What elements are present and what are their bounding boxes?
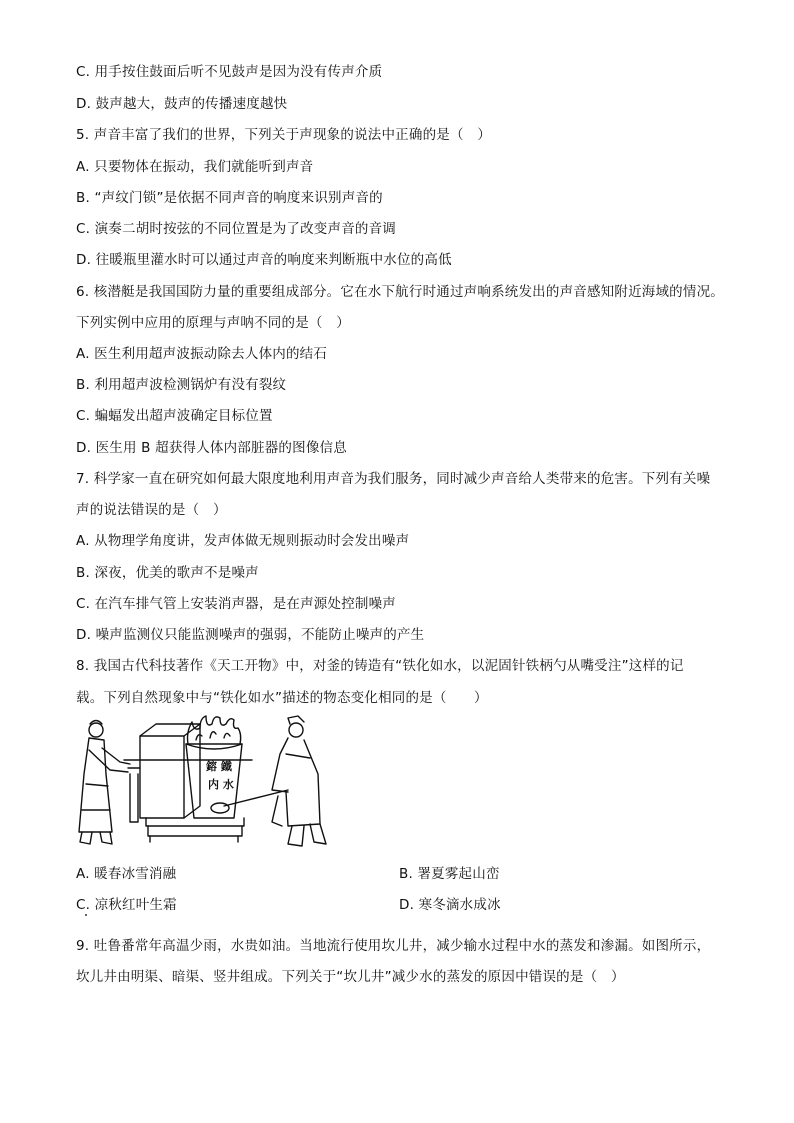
q8-stem-line2: 载。下列自然现象中与“铁化如水”描述的物态变化相同的是（ ）	[76, 690, 488, 706]
q8-option-d: D. 寒冬滴水成冰	[399, 897, 501, 913]
q8-option-b: B. 署夏雾起山峦	[399, 866, 500, 882]
q9-stem-line1: 9. 吐鲁番常年高温少雨，水贵如油。当地流行使用坎儿井，减少输水过程中水的蒸发和渗漏。如图所示，	[76, 938, 711, 954]
q7-option-d: D. 噪声监测仪只能监测噪声的强弱，不能防止噪声的产生	[76, 627, 425, 643]
q8-stem-line1: 8. 我国古代科技著作《天工开物》中，对釜的铸造有“铁化如水，以泥固针铁柄勺从嘴受注”这样的记	[76, 658, 684, 674]
q7-option-b: B. 深夜，优美的歌声不是噪声	[76, 565, 259, 581]
q6-option-c: C. 蝙蝠发出超声波确定目标位置	[76, 408, 273, 424]
q7-option-a: A. 从物理学角度讲，发声体做无规则振动时会发出噪声	[76, 533, 410, 549]
q6-option-b: B. 利用超声波检测锅炉有没有裂纹	[76, 377, 287, 393]
q4-option-d: D. 鼓声越大，鼓声的传播速度越快	[76, 96, 288, 112]
q4-option-c: C. 用手按住鼓面后听不见鼓声是因为没有传声介质	[76, 64, 383, 80]
q5-stem: 5. 声音丰富了我们的世界，下列关于声现象的说法中正确的是（ ）	[76, 127, 492, 143]
crucible-label-bottom: 内 水	[208, 778, 234, 791]
q9-stem-line2: 坎儿井由明渠、暗渠、竖井组成。下列关于“坎儿井”减少水的蒸发的原因中错误的是（ ）	[76, 969, 625, 985]
crucible-label-top: 鎔 鐵	[206, 760, 232, 773]
q8-option-a: A. 暖春冰雪消融	[76, 866, 177, 882]
stray-dot	[85, 914, 87, 916]
q5-option-d: D. 往暖瓶里灌水时可以通过声音的响度来判断瓶中水位的高低	[76, 252, 452, 268]
q6-option-a: A. 医生利用超声波振动除去人体内的结石	[76, 346, 328, 362]
q7-stem-line2: 声的说法错误的是（ ）	[76, 502, 227, 518]
q7-stem-line1: 7. 科学家一直在研究如何最大限度地利用声音为我们服务，同时减少声音给人类带来的危害。下列有关噪	[76, 471, 711, 487]
q5-option-a: A. 只要物体在振动，我们就能听到声音	[76, 159, 314, 175]
q6-stem-line1: 6. 核潜艇是我国国防力量的重要组成部分。它在水下航行时通过声响系统发出的声音感知附近海域的情况。	[76, 284, 724, 300]
q5-option-b: B. “声纹门锁”是依据不同声音的响度来识别声音的	[76, 190, 383, 206]
iron-casting-illustration	[74, 714, 336, 854]
q5-option-c: C. 演奏二胡时按弦的不同位置是为了改变声音的音调	[76, 221, 397, 237]
q6-option-d: D. 医生用 B 超获得人体内部脏器的图像信息	[76, 440, 347, 456]
q6-stem-line2: 下列实例中应用的原理与声呐不同的是（ ）	[76, 315, 350, 331]
q8-option-c: C. 凉秋红叶生霜	[76, 897, 177, 913]
q7-option-c: C. 在汽车排气管上安装消声器，是在声源处控制噪声	[76, 596, 397, 612]
